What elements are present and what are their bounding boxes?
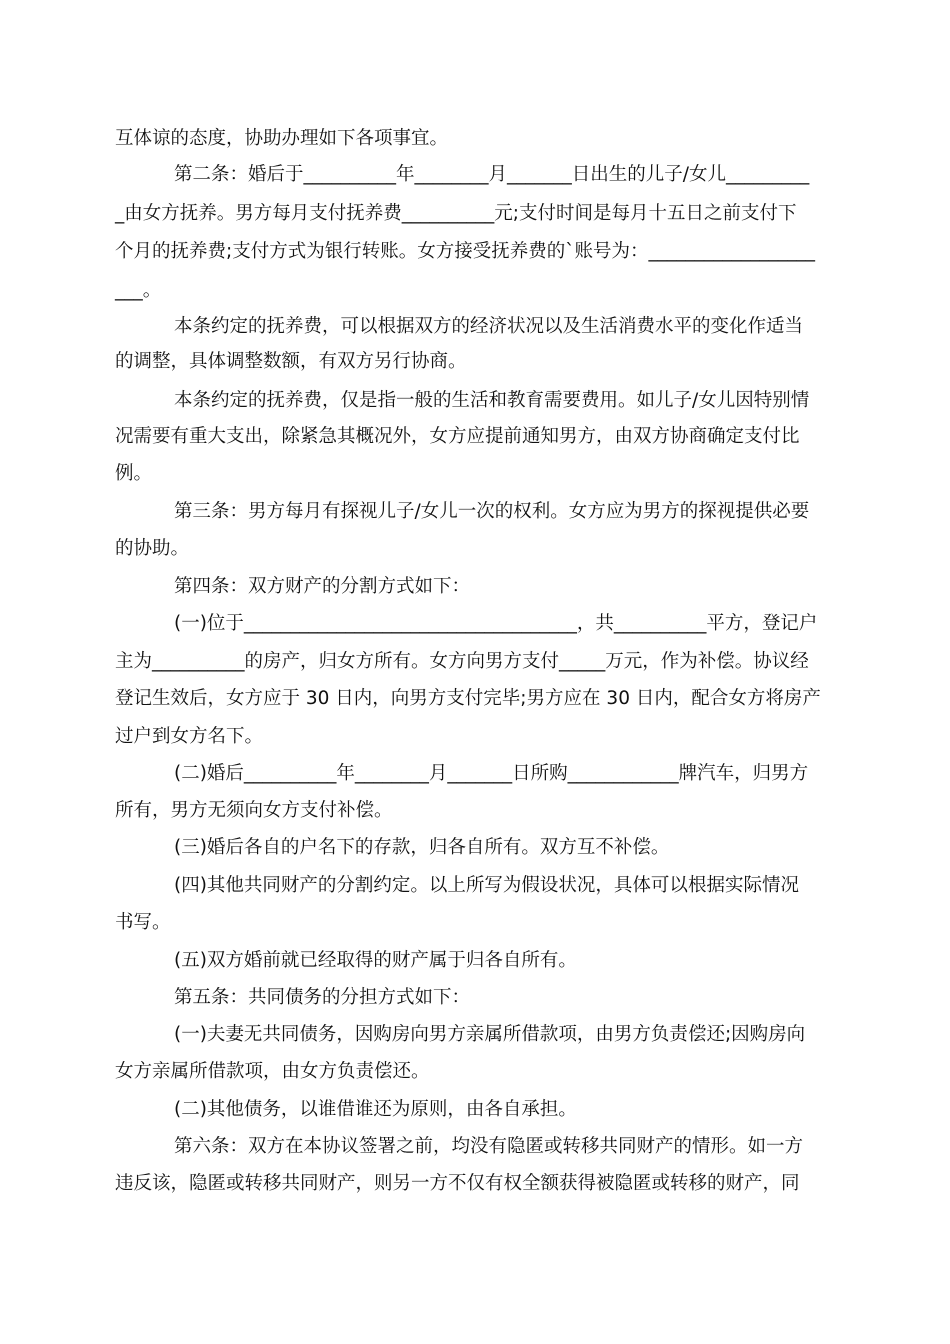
- text-line: (一)夫妻无共同债务，因购房向男方亲属所借款项，由男方负责偿还;因购房向: [174, 1024, 806, 1045]
- text-line: 第六条：双方在本协议签署之前，均没有隐匿或转移共同财产的情形。如一方: [174, 1136, 804, 1157]
- text-line: (三)婚后各自的户名下的存款，归各自所有。双方互不补偿。: [174, 837, 670, 858]
- text-line: (五)双方婚前就已经取得的财产属于归各自所有。: [174, 950, 577, 971]
- text-line: 所有，男方无须向女方支付补偿。: [115, 800, 393, 821]
- text-line: ___。: [115, 280, 162, 301]
- text-line: 过户到女方名下。: [115, 726, 264, 747]
- text-line: 书写。: [115, 912, 171, 933]
- text-line: (四)其他共同财产的分割约定。以上所写为假设状况，具体可以根据实际情况: [174, 875, 799, 896]
- text-line: 第三条：男方每月有探视儿子/女儿一次的权利。女方应为男方的探视提供必要: [174, 501, 810, 522]
- text-line: 本条约定的抚养费，可以根据双方的经济状况以及生活消费水平的变化作适当: [174, 316, 804, 337]
- text-line: 女方亲属所借款项，由女方负责偿还。: [115, 1061, 430, 1082]
- text-line: 第五条：共同债务的分担方式如下：: [174, 987, 471, 1008]
- text-line: (一)位于____________________________________，共__________平方，登记户: [174, 613, 818, 634]
- text-line: 的协助。: [115, 538, 190, 559]
- text-line: (二)其他债务，以谁借谁还为原则，由各自承担。: [174, 1099, 577, 1120]
- text-line: 本条约定的抚养费，仅是指一般的生活和教育需要费用。如儿子/女儿因特别情: [174, 390, 810, 411]
- text-line: 违反该，隐匿或转移共同财产，则另一方不仅有权全额获得被隐匿或转移的财产，同: [115, 1173, 800, 1194]
- text-line: _由女方抚养。男方每月支付抚养费__________元;支付时间是每月十五日之前支付下: [115, 203, 797, 224]
- text-line: 互体谅的态度，协助办理如下各项事宜。: [115, 128, 449, 149]
- text-line: 的调整，具体调整数额，有双方另行协商。: [115, 351, 467, 372]
- text-line: 第二条：婚后于__________年________月_______日出生的儿子/女儿_________: [174, 164, 810, 185]
- text-line: 况需要有重大支出，除紧急其概况外，女方应提前通知男方，由双方协商确定支付比: [115, 426, 800, 447]
- text-line: 主为__________的房产，归女方所有。女方向男方支付_____万元，作为补偿。协议经: [115, 651, 809, 672]
- text-line: 登记生效后，女方应于 30 日内，向男方支付完毕;男方应在 30 日内，配合女方将房产: [115, 688, 821, 709]
- text-line: 第四条：双方财产的分割方式如下：: [174, 576, 471, 597]
- text-line: (二)婚后__________年________月_______日所购____________牌汽车，归男方: [174, 763, 809, 784]
- text-line: 个月的抚养费;支付方式为银行转账。女方接受抚养费的`账号为：__________________: [115, 241, 815, 262]
- text-line: 例。: [115, 463, 153, 484]
